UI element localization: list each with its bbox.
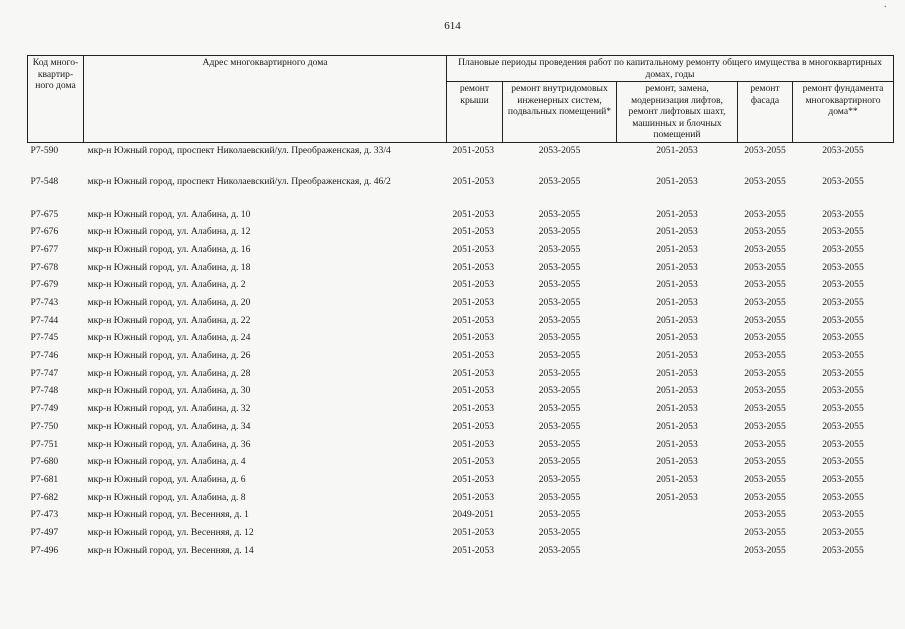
cell-address: мкр-н Южный город, ул. Алабина, д. 8 — [87, 491, 246, 503]
header-facade: ремонт фасада — [738, 82, 793, 143]
cell-facade: 2053-2055 — [744, 385, 786, 397]
cell-address: мкр-н Южный город, ул. Алабина, д. 4 — [87, 456, 246, 468]
table-row — [28, 294, 894, 312]
cell-engineering: 2053-2055 — [538, 261, 581, 273]
cell-foundation: 2053-2055 — [822, 314, 864, 326]
cell-foundation: 2053-2055 — [822, 261, 864, 273]
header-periods: Плановые периоды проведения работ по капитальному ремонту общего имущества в многоквартирных домах, годы — [447, 56, 894, 82]
cell-foundation: 2053-2055 — [822, 332, 864, 344]
cell-code: Р7-750 — [30, 420, 59, 432]
cell-facade: 2053-2055 — [744, 544, 786, 556]
cell-elevators: 2051-2053 — [656, 456, 698, 468]
cell-address: мкр-н Южный город, ул. Алабина, д. 30 — [87, 385, 251, 397]
table-row — [28, 418, 894, 436]
cell-facade: 2053-2055 — [744, 297, 786, 309]
cell-foundation: 2053-2055 — [822, 509, 864, 521]
table-row — [28, 206, 894, 224]
cell-code: Р7-676 — [30, 226, 59, 238]
header-elevators: ремонт, замена, модернизация лифтов, ремонт лифтовых шахт, машинных и блочных помещений — [617, 82, 738, 143]
cell-facade: 2053-2055 — [744, 314, 786, 326]
cell-facade: 2053-2055 — [744, 403, 786, 415]
table-row — [28, 471, 894, 489]
cell-foundation: 2053-2055 — [822, 226, 864, 238]
cell-foundation: 2053-2055 — [822, 279, 864, 291]
table-row — [28, 400, 894, 418]
cell-address: мкр-н Южный город, ул. Весенняя, д. 1 — [87, 509, 249, 521]
cell-foundation: 2053-2055 — [822, 208, 864, 220]
cell-foundation: 2053-2055 — [822, 473, 864, 485]
cell-roof: 2051-2053 — [452, 420, 495, 432]
cell-elevators: 2051-2053 — [656, 243, 698, 255]
cell-address: мкр-н Южный город, ул. Алабина, д. 32 — [87, 403, 251, 415]
cell-address: мкр-н Южный город, ул. Алабина, д. 2 — [87, 279, 246, 291]
cell-engineering: 2053-2055 — [538, 243, 581, 255]
cell-facade: 2053-2055 — [744, 208, 786, 220]
table-row — [28, 241, 894, 259]
cell-foundation: 2053-2055 — [822, 385, 864, 397]
cell-foundation: 2053-2055 — [822, 420, 864, 432]
cell-address: мкр-н Южный город, ул. Алабина, д. 12 — [87, 226, 251, 238]
cell-foundation: 2053-2055 — [822, 297, 864, 309]
cell-roof: 2051-2053 — [452, 491, 495, 503]
cell-engineering: 2053-2055 — [538, 438, 581, 450]
header-address: Адрес многоквартирного дома — [84, 56, 447, 143]
cell-roof: 2051-2053 — [452, 243, 495, 255]
cell-elevators: 2051-2053 — [656, 473, 698, 485]
cell-engineering: 2053-2055 — [538, 491, 581, 503]
table-row — [28, 489, 894, 507]
cell-roof: 2051-2053 — [452, 526, 495, 538]
cell-foundation: 2053-2055 — [822, 526, 864, 538]
cell-code: Р7-679 — [30, 279, 59, 291]
cell-roof: 2051-2053 — [452, 226, 495, 238]
cell-elevators: 2051-2053 — [656, 314, 698, 326]
cell-code: Р7-744 — [30, 314, 59, 326]
cell-roof: 2051-2053 — [452, 208, 495, 220]
table-row — [28, 329, 894, 347]
header-roof: ремонт крыши — [447, 82, 503, 143]
cell-foundation: 2053-2055 — [822, 350, 864, 362]
cell-roof: 2051-2053 — [452, 297, 495, 309]
cell-code: Р7-748 — [30, 385, 59, 397]
cell-elevators — [617, 542, 738, 560]
cell-elevators — [617, 506, 738, 524]
cell-engineering: 2053-2055 — [538, 332, 581, 344]
table-row — [28, 453, 894, 471]
cell-engineering: 2053-2055 — [538, 144, 581, 156]
cell-address: мкр-н Южный город, ул. Весенняя, д. 14 — [87, 544, 254, 556]
cell-elevators: 2051-2053 — [656, 279, 698, 291]
cell-engineering: 2053-2055 — [538, 526, 581, 538]
cell-address: мкр-н Южный город, ул. Алабина, д. 34 — [87, 420, 251, 432]
cell-facade: 2053-2055 — [744, 526, 786, 538]
cell-facade: 2053-2055 — [744, 176, 786, 187]
header-engineering: ремонт внутридомовых инженерных систем, подвальных помещений* — [503, 82, 617, 143]
table-row — [28, 312, 894, 330]
cell-address: мкр-н Южный город, ул. Весенняя, д. 12 — [87, 526, 254, 538]
cell-foundation: 2053-2055 — [822, 403, 864, 415]
cell-code: Р7-745 — [30, 332, 59, 344]
table-row — [28, 223, 894, 241]
cell-elevators: 2051-2053 — [656, 491, 698, 503]
cell-roof: 2051-2053 — [452, 403, 495, 415]
cell-roof: 2051-2053 — [452, 367, 495, 379]
corner-mark: · — [883, 2, 887, 13]
cell-engineering: 2053-2055 — [538, 456, 581, 468]
cell-engineering: 2053-2055 — [538, 473, 581, 485]
cell-engineering: 2053-2055 — [538, 367, 581, 379]
cell-address: мкр-н Южный город, ул. Алабина, д. 24 — [87, 332, 251, 344]
cell-elevators: 2051-2053 — [656, 367, 698, 379]
header-foundation: ремонт фундамента многоквартирного дома** — [793, 82, 894, 143]
table-body — [28, 142, 894, 559]
cell-code: Р7-675 — [30, 208, 59, 220]
cell-address: мкр-н Южный город, ул. Алабина, д. 6 — [87, 473, 246, 485]
cell-code: Р7-751 — [30, 438, 59, 450]
cell-roof: 2051-2053 — [452, 332, 495, 344]
cell-facade: 2053-2055 — [744, 438, 786, 450]
table-row — [28, 347, 894, 365]
cell-elevators: 2051-2053 — [656, 176, 698, 187]
cell-facade: 2053-2055 — [744, 350, 786, 362]
cell-engineering: 2053-2055 — [538, 385, 581, 397]
cell-roof: 2051-2053 — [452, 261, 495, 273]
cell-code: Р7-681 — [30, 473, 59, 485]
cell-engineering: 2053-2055 — [538, 350, 581, 362]
cell-code: Р7-473 — [30, 509, 59, 521]
cell-code: Р7-590 — [30, 144, 59, 156]
table-row — [28, 174, 894, 206]
cell-engineering: 2053-2055 — [538, 297, 581, 309]
cell-address: мкр-н Южный город, ул. Алабина, д. 22 — [87, 314, 251, 326]
cell-foundation: 2053-2055 — [822, 176, 864, 187]
cell-code: Р7-682 — [30, 491, 59, 503]
cell-code: Р7-496 — [30, 544, 59, 556]
cell-code: Р7-497 — [30, 526, 59, 538]
cell-code: Р7-749 — [30, 403, 59, 415]
cell-code: Р7-680 — [30, 456, 59, 468]
cell-facade: 2053-2055 — [744, 243, 786, 255]
table-row — [28, 259, 894, 277]
cell-address: мкр-н Южный город, ул. Алабина, д. 16 — [87, 243, 251, 255]
cell-foundation: 2053-2055 — [822, 367, 864, 379]
cell-elevators — [617, 524, 738, 542]
cell-facade: 2053-2055 — [744, 279, 786, 291]
cell-foundation: 2053-2055 — [822, 456, 864, 468]
cell-code: Р7-743 — [30, 297, 59, 309]
cell-facade: 2053-2055 — [744, 332, 786, 344]
cell-elevators: 2051-2053 — [656, 350, 698, 362]
cell-elevators: 2051-2053 — [656, 261, 698, 273]
cell-address: мкр-н Южный город, проспект Николаевский/ул. Преображенская, д. 46/2 — [87, 176, 391, 187]
cell-engineering: 2053-2055 — [538, 279, 581, 291]
cell-code: Р7-548 — [30, 176, 59, 187]
cell-roof: 2051-2053 — [452, 279, 495, 291]
cell-roof: 2051-2053 — [452, 176, 495, 187]
cell-address: мкр-н Южный город, ул. Алабина, д. 26 — [87, 350, 251, 362]
table-header — [28, 56, 894, 143]
cell-engineering: 2053-2055 — [538, 403, 581, 415]
cell-foundation: 2053-2055 — [822, 438, 864, 450]
page-number: 614 — [444, 20, 461, 32]
table-row — [28, 524, 894, 542]
repair-schedule-table — [27, 55, 894, 559]
cell-elevators: 2051-2053 — [656, 403, 698, 415]
cell-facade: 2053-2055 — [744, 144, 786, 156]
cell-address: мкр-н Южный город, ул. Алабина, д. 20 — [87, 297, 251, 309]
cell-elevators: 2051-2053 — [656, 208, 698, 220]
cell-facade: 2053-2055 — [744, 367, 786, 379]
cell-code: Р7-747 — [30, 367, 59, 379]
cell-facade: 2053-2055 — [744, 473, 786, 485]
cell-roof: 2051-2053 — [452, 544, 495, 556]
cell-roof: 2051-2053 — [452, 144, 495, 156]
cell-engineering: 2053-2055 — [538, 176, 581, 187]
cell-address: мкр-н Южный город, ул. Алабина, д. 10 — [87, 208, 251, 220]
cell-facade: 2053-2055 — [744, 261, 786, 273]
cell-roof: 2051-2053 — [452, 473, 495, 485]
cell-engineering: 2053-2055 — [538, 314, 581, 326]
cell-roof: 2051-2053 — [452, 350, 495, 362]
cell-facade: 2053-2055 — [744, 491, 786, 503]
cell-foundation: 2053-2055 — [822, 144, 864, 156]
header-code: Код много-квартир-ного дома — [28, 56, 84, 143]
cell-engineering: 2053-2055 — [538, 226, 581, 238]
cell-elevators: 2051-2053 — [656, 332, 698, 344]
cell-code: Р7-677 — [30, 243, 59, 255]
cell-engineering: 2053-2055 — [538, 420, 581, 432]
cell-facade: 2053-2055 — [744, 420, 786, 432]
cell-foundation: 2053-2055 — [822, 544, 864, 556]
table-row — [28, 276, 894, 294]
cell-roof: 2049-2051 — [452, 509, 495, 521]
cell-roof: 2051-2053 — [452, 314, 495, 326]
cell-elevators: 2051-2053 — [656, 385, 698, 397]
cell-elevators: 2051-2053 — [656, 438, 698, 450]
cell-foundation: 2053-2055 — [822, 491, 864, 503]
table-row — [28, 542, 894, 560]
cell-foundation: 2053-2055 — [822, 243, 864, 255]
cell-elevators: 2051-2053 — [656, 420, 698, 432]
cell-elevators: 2051-2053 — [656, 226, 698, 238]
cell-facade: 2053-2055 — [744, 226, 786, 238]
cell-roof: 2051-2053 — [452, 385, 495, 397]
cell-code: Р7-746 — [30, 350, 59, 362]
cell-engineering: 2053-2055 — [538, 208, 581, 220]
table-row — [28, 142, 894, 174]
cell-address: мкр-н Южный город, ул. Алабина, д. 18 — [87, 261, 251, 273]
cell-elevators: 2051-2053 — [656, 144, 698, 156]
cell-engineering: 2053-2055 — [538, 509, 581, 521]
table-row — [28, 365, 894, 383]
cell-address: мкр-н Южный город, проспект Николаевский/ул. Преображенская, д. 33/4 — [87, 144, 391, 156]
cell-facade: 2053-2055 — [744, 456, 786, 468]
cell-elevators: 2051-2053 — [656, 297, 698, 309]
cell-engineering: 2053-2055 — [538, 544, 581, 556]
cell-address: мкр-н Южный город, ул. Алабина, д. 28 — [87, 367, 251, 379]
cell-code: Р7-678 — [30, 261, 59, 273]
cell-roof: 2051-2053 — [452, 456, 495, 468]
table-row — [28, 435, 894, 453]
table-row — [28, 506, 894, 524]
cell-facade: 2053-2055 — [744, 509, 786, 521]
table-row — [28, 382, 894, 400]
cell-roof: 2051-2053 — [452, 438, 495, 450]
cell-address: мкр-н Южный город, ул. Алабина, д. 36 — [87, 438, 251, 450]
